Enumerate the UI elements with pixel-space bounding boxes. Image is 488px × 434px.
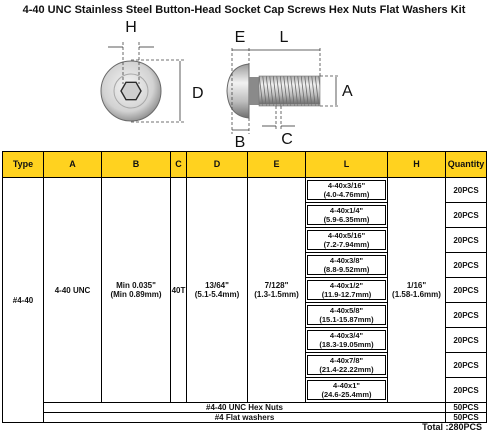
length-cell bbox=[306, 328, 388, 353]
total-count: Total :280PCS bbox=[422, 422, 482, 432]
length-size: 4-40x5/8" bbox=[329, 306, 364, 315]
header-d: D bbox=[187, 152, 248, 178]
table-row-flat-washers bbox=[3, 413, 487, 423]
quantity-cell: 20PCS bbox=[446, 378, 487, 403]
length-mm: (15.1-15.87mm) bbox=[319, 315, 374, 324]
length-mm: (4.0-4.76mm) bbox=[323, 190, 370, 199]
thread-length-cell bbox=[102, 178, 171, 403]
thread-pitch-cell: 40T bbox=[171, 178, 187, 403]
table-header-row bbox=[3, 152, 487, 178]
dim-label-b: B bbox=[234, 134, 246, 148]
dim-label-c: C bbox=[281, 131, 293, 148]
header-l: L bbox=[306, 152, 388, 178]
length-mm: (5.9-6.35mm) bbox=[323, 215, 370, 224]
quantity-cell: 20PCS bbox=[446, 253, 487, 278]
quantity-cell: 20PCS bbox=[446, 328, 487, 353]
head-diameter-cell bbox=[187, 178, 248, 403]
quantity-cell: 20PCS bbox=[446, 178, 487, 203]
length-cell bbox=[306, 228, 388, 253]
length-cell bbox=[306, 178, 388, 203]
length-size: 4-40x1/4" bbox=[329, 206, 364, 215]
hex-size-cell bbox=[388, 178, 446, 403]
head-diameter-inch: 13/64" bbox=[205, 281, 229, 290]
quantity-cell: 20PCS bbox=[446, 228, 487, 253]
length-cell bbox=[306, 378, 388, 403]
head-height-cell bbox=[248, 178, 306, 403]
screw-side-view bbox=[227, 29, 353, 148]
length-mm: (18.3-19.05mm) bbox=[319, 340, 374, 349]
spec-table bbox=[2, 151, 487, 423]
header-c: C bbox=[171, 152, 187, 178]
header-a: A bbox=[44, 152, 102, 178]
head-height-inch: 7/128" bbox=[264, 281, 289, 290]
dim-label-l: L bbox=[279, 29, 289, 46]
thread-size-cell: 4-40 UNC bbox=[44, 178, 102, 403]
quantity-cell: 20PCS bbox=[446, 353, 487, 378]
page-title: 4-40 UNC Stainless Steel Button-Head Socket Cap Screws Hex Nuts Flat Washers Kit bbox=[22, 4, 466, 16]
length-size: 4-40x1" bbox=[333, 381, 360, 390]
length-mm: (21.4-22.22mm) bbox=[319, 365, 374, 374]
length-cell bbox=[306, 203, 388, 228]
table-row-hex-nuts bbox=[3, 403, 487, 413]
table-row bbox=[3, 178, 487, 203]
length-cell bbox=[306, 278, 388, 303]
quantity-cell: 20PCS bbox=[446, 278, 487, 303]
hex-size-inch: 1/16" bbox=[406, 281, 427, 290]
length-size: 4-40x3/4" bbox=[329, 331, 364, 340]
length-cell bbox=[306, 253, 388, 278]
hex-nuts-label: #4-40 UNC Hex Nuts bbox=[44, 403, 446, 413]
dim-label-h: H bbox=[125, 19, 137, 36]
type-cell: #4-40 bbox=[3, 178, 44, 423]
dim-label-d: D bbox=[192, 85, 204, 102]
length-size: 4-40x1/2" bbox=[329, 281, 364, 290]
length-cell bbox=[306, 303, 388, 328]
hex-nuts-quantity: 50PCS bbox=[446, 403, 487, 413]
length-size: 4-40x3/16" bbox=[327, 181, 366, 190]
dim-label-e: E bbox=[234, 29, 246, 46]
flat-washers-quantity: 50PCS bbox=[446, 413, 487, 423]
header-type: Type bbox=[3, 152, 44, 178]
flat-washers-label: #4 Flat washers bbox=[44, 413, 446, 423]
length-cell bbox=[306, 353, 388, 378]
header-quantity: Quantity bbox=[446, 152, 487, 178]
hex-size-mm: (1.58-1.6mm) bbox=[392, 290, 441, 299]
header-e: E bbox=[248, 152, 306, 178]
thread-length-mm: (Min 0.89mm) bbox=[110, 290, 162, 299]
length-size: 4-40x5/16" bbox=[327, 231, 366, 240]
quantity-cell: 20PCS bbox=[446, 203, 487, 228]
dim-label-a: A bbox=[342, 83, 353, 100]
length-mm: (7.2-7.94mm) bbox=[323, 240, 370, 249]
header-b: B bbox=[102, 152, 171, 178]
length-size: 4-40x7/8" bbox=[329, 356, 364, 365]
length-mm: (24.6-25.4mm) bbox=[321, 390, 372, 399]
head-height-mm: (1.3-1.5mm) bbox=[254, 290, 299, 299]
head-front-view bbox=[101, 19, 204, 122]
length-mm: (11.9-12.7mm) bbox=[321, 290, 372, 299]
quantity-cell: 20PCS bbox=[446, 303, 487, 328]
length-size: 4-40x3/8" bbox=[329, 256, 364, 265]
thread-length-inch: Min 0.035" bbox=[116, 281, 156, 290]
head-diameter-mm: (5.1-5.4mm) bbox=[194, 290, 240, 299]
hex-socket-icon bbox=[121, 82, 141, 99]
header-h: H bbox=[388, 152, 446, 178]
length-mm: (8.8-9.52mm) bbox=[323, 265, 370, 274]
screw-diagram bbox=[0, 14, 488, 148]
